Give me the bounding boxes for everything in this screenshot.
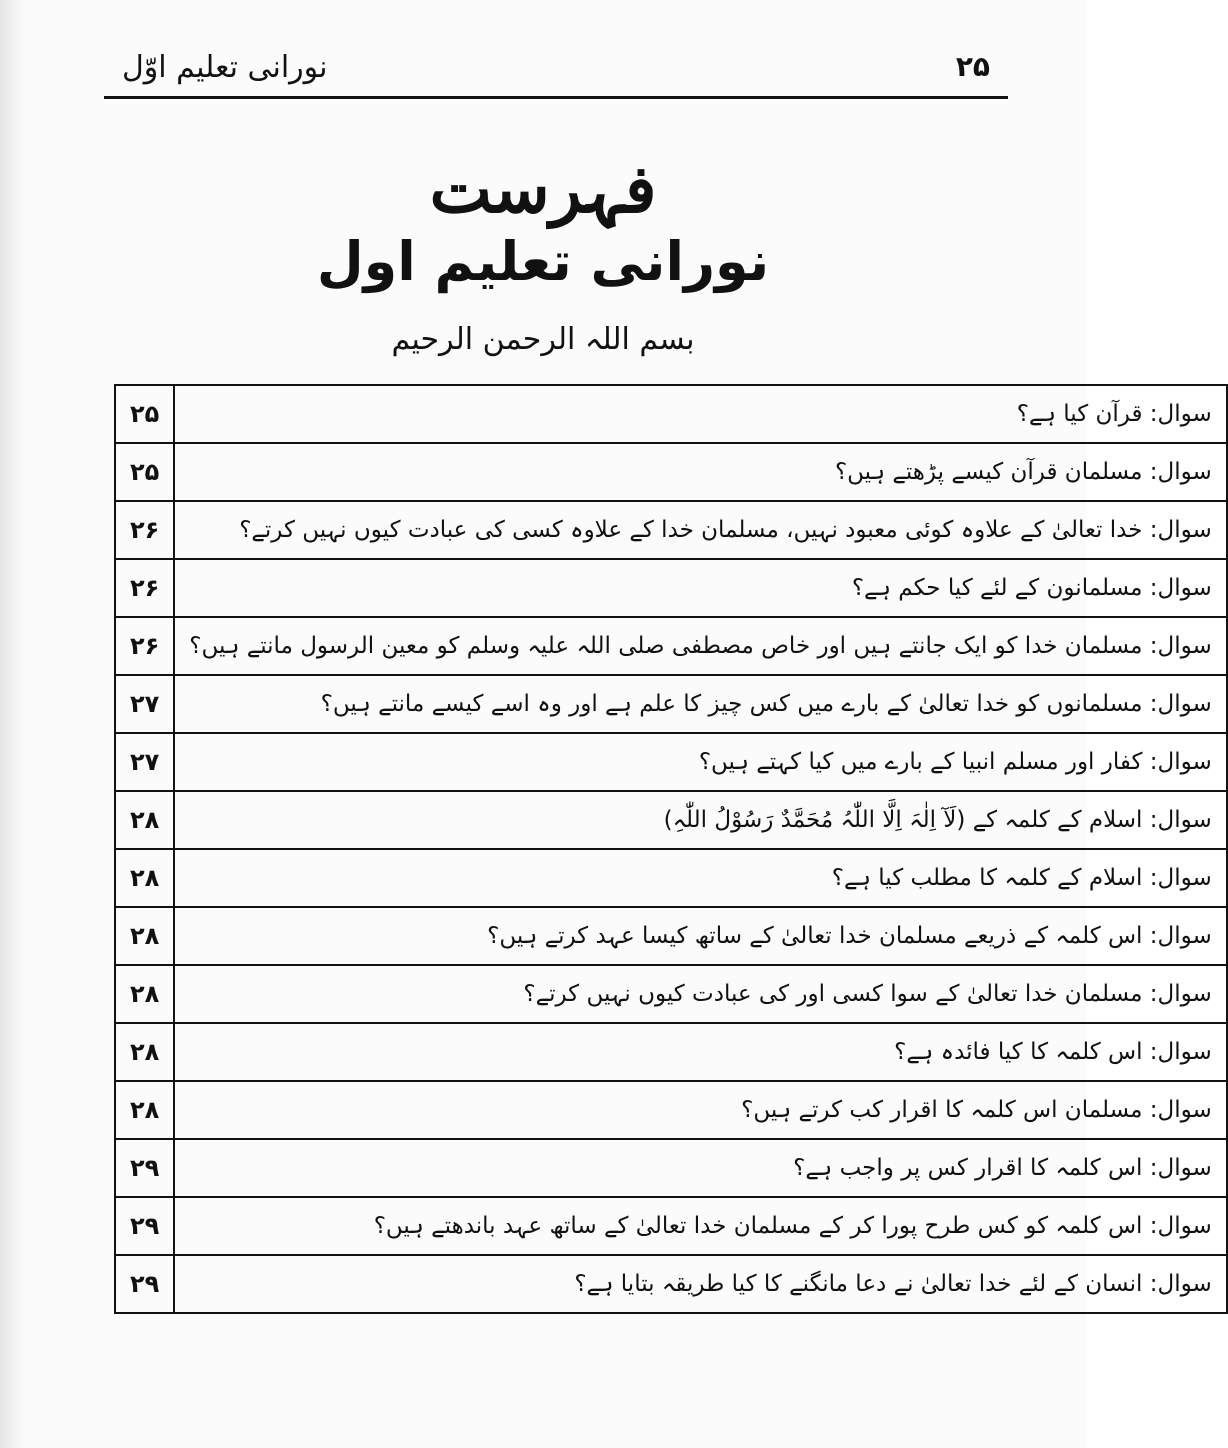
question-prefix: سوال: — [1149, 981, 1212, 1007]
toc-page-number: ۲۸ — [115, 1023, 174, 1081]
toc-row — [115, 1081, 1227, 1139]
toc-row — [115, 1197, 1227, 1255]
question-prefix: سوال: — [1149, 865, 1212, 891]
toc-row — [115, 1139, 1227, 1197]
question-text: مسلمان اس کلمہ کا اقرار کب کرتے ہیں؟ — [741, 1097, 1143, 1123]
question-prefix: سوال: — [1149, 749, 1212, 775]
running-header — [104, 40, 1008, 96]
question-text: مسلمان خدا تعالیٰ کے سوا کسی اور کی عبادت کیوں نہیں کرتے؟ — [523, 981, 1143, 1007]
toc-page-number: ۲۸ — [115, 791, 174, 849]
question-prefix: سوال: — [1149, 1213, 1212, 1239]
toc-page-number: ۲۸ — [115, 907, 174, 965]
question-prefix: سوال: — [1149, 807, 1212, 833]
question-prefix: سوال: — [1149, 1155, 1212, 1181]
question-prefix: سوال: — [1149, 633, 1212, 659]
toc-row — [115, 791, 1227, 849]
toc-row — [115, 849, 1227, 907]
toc-page-number: ۲۸ — [115, 849, 174, 907]
toc-page-number: ۲۵ — [115, 385, 174, 443]
toc-page-number: ۲۵ — [115, 443, 174, 501]
toc-question-cell — [174, 907, 1226, 965]
toc-body — [115, 385, 1227, 1313]
toc-question-cell — [174, 849, 1226, 907]
toc-page-number: ۲۶ — [115, 501, 174, 559]
question-text: اس کلمہ کا کیا فائدہ ہے؟ — [894, 1039, 1143, 1065]
toc-row — [115, 675, 1227, 733]
toc-page-number: ۲۸ — [115, 1081, 174, 1139]
question-text: کفار اور مسلم انبیا کے بارے میں کیا کہتے ہیں؟ — [698, 749, 1143, 775]
toc-question-cell — [174, 443, 1226, 501]
question-text: مسلمان قرآن کیسے پڑھتے ہیں؟ — [834, 459, 1143, 485]
question-prefix: سوال: — [1149, 1271, 1212, 1297]
toc-page-number: ۲۶ — [115, 559, 174, 617]
basmala: بسم اللہ الرحمن الرحیم — [391, 322, 695, 357]
toc-question-cell — [174, 965, 1226, 1023]
toc-row — [115, 559, 1227, 617]
question-text: اس کلمہ کے ذریعے مسلمان خدا تعالیٰ کے ساتھ کیسا عہد کرتے ہیں؟ — [487, 923, 1143, 949]
page-number: ۲۵ — [955, 50, 990, 83]
toc-row — [115, 733, 1227, 791]
toc-page-number: ۲۹ — [115, 1255, 174, 1313]
question-prefix: سوال: — [1149, 401, 1212, 427]
page-title: فہرست — [429, 150, 657, 228]
toc-page-number: ۲۷ — [115, 675, 174, 733]
toc-page-number: ۲۸ — [115, 965, 174, 1023]
toc-page-number: ۲۷ — [115, 733, 174, 791]
toc-row — [115, 1023, 1227, 1081]
toc-question-cell — [174, 385, 1226, 443]
toc-question-cell — [174, 1197, 1226, 1255]
toc-question-cell — [174, 617, 1226, 675]
question-text: اس کلمہ کا اقرار کس پر واجب ہے؟ — [793, 1155, 1143, 1181]
question-text: اسلام کے کلمہ کا مطلب کیا ہے؟ — [831, 865, 1143, 891]
toc-question-cell — [174, 1139, 1226, 1197]
toc-question-cell — [174, 1255, 1226, 1313]
toc-page-number: ۲۹ — [115, 1197, 174, 1255]
toc-row — [115, 385, 1227, 443]
question-prefix: سوال: — [1149, 575, 1212, 601]
book-title: نورانی تعلیم اول — [316, 230, 770, 293]
question-text: قرآن کیا ہے؟ — [1016, 401, 1143, 427]
toc-row — [115, 1255, 1227, 1313]
toc-question-cell — [174, 1023, 1226, 1081]
toc-page-number: ۲۶ — [115, 617, 174, 675]
table-of-contents — [114, 384, 1228, 1314]
toc-question-cell — [174, 501, 1226, 559]
question-text: خدا تعالیٰ کے علاوہ کوئی معبود نہیں، مسلمان خدا کے علاوہ کسی کی عبادت کیوں نہیں کرتے؟ — [239, 517, 1143, 543]
toc-question-cell — [174, 1081, 1226, 1139]
toc-row — [115, 501, 1227, 559]
toc-question-cell — [174, 791, 1226, 849]
toc-row — [115, 965, 1227, 1023]
question-prefix: سوال: — [1149, 923, 1212, 949]
header-rule — [104, 96, 1008, 99]
question-text: اسلام کے کلمہ کے (لَآ اِلٰہَ اِلَّا اللّٰہُ مُحَمَّدٌ رَسُوْلُ اللّٰہِ) — [663, 807, 1143, 833]
question-text: مسلمانوں کو خدا تعالیٰ کے بارے میں کس چیز کا علم ہے اور وہ اسے کیسے مانتے ہیں؟ — [320, 691, 1143, 717]
toc-question-cell — [174, 733, 1226, 791]
question-text: انسان کے لئے خدا تعالیٰ نے دعا مانگنے کا کیا طریقہ بتایا ہے؟ — [574, 1271, 1143, 1297]
toc-question-cell — [174, 675, 1226, 733]
question-prefix: سوال: — [1149, 691, 1212, 717]
toc-question-cell — [174, 559, 1226, 617]
running-header-title: نورانی تعلیم اوّل — [122, 50, 328, 85]
question-text: اس کلمہ کو کس طرح پورا کر کے مسلمان خدا تعالیٰ کے ساتھ عہد باندھتے ہیں؟ — [373, 1213, 1143, 1239]
question-prefix: سوال: — [1149, 1097, 1212, 1123]
question-text: مسلمان خدا کو ایک جانتے ہیں اور خاص مصطفی صلی اللہ علیہ وسلم کو معین الرسول مانتے ہیں؟ — [189, 633, 1143, 659]
toc-row — [115, 443, 1227, 501]
toc-page-number: ۲۹ — [115, 1139, 174, 1197]
question-prefix: سوال: — [1149, 459, 1212, 485]
question-text: مسلمانون کے لئے کیا حکم ہے؟ — [851, 575, 1143, 601]
question-prefix: سوال: — [1149, 1039, 1212, 1065]
toc-row — [115, 907, 1227, 965]
toc-row — [115, 617, 1227, 675]
question-prefix: سوال: — [1149, 517, 1212, 543]
